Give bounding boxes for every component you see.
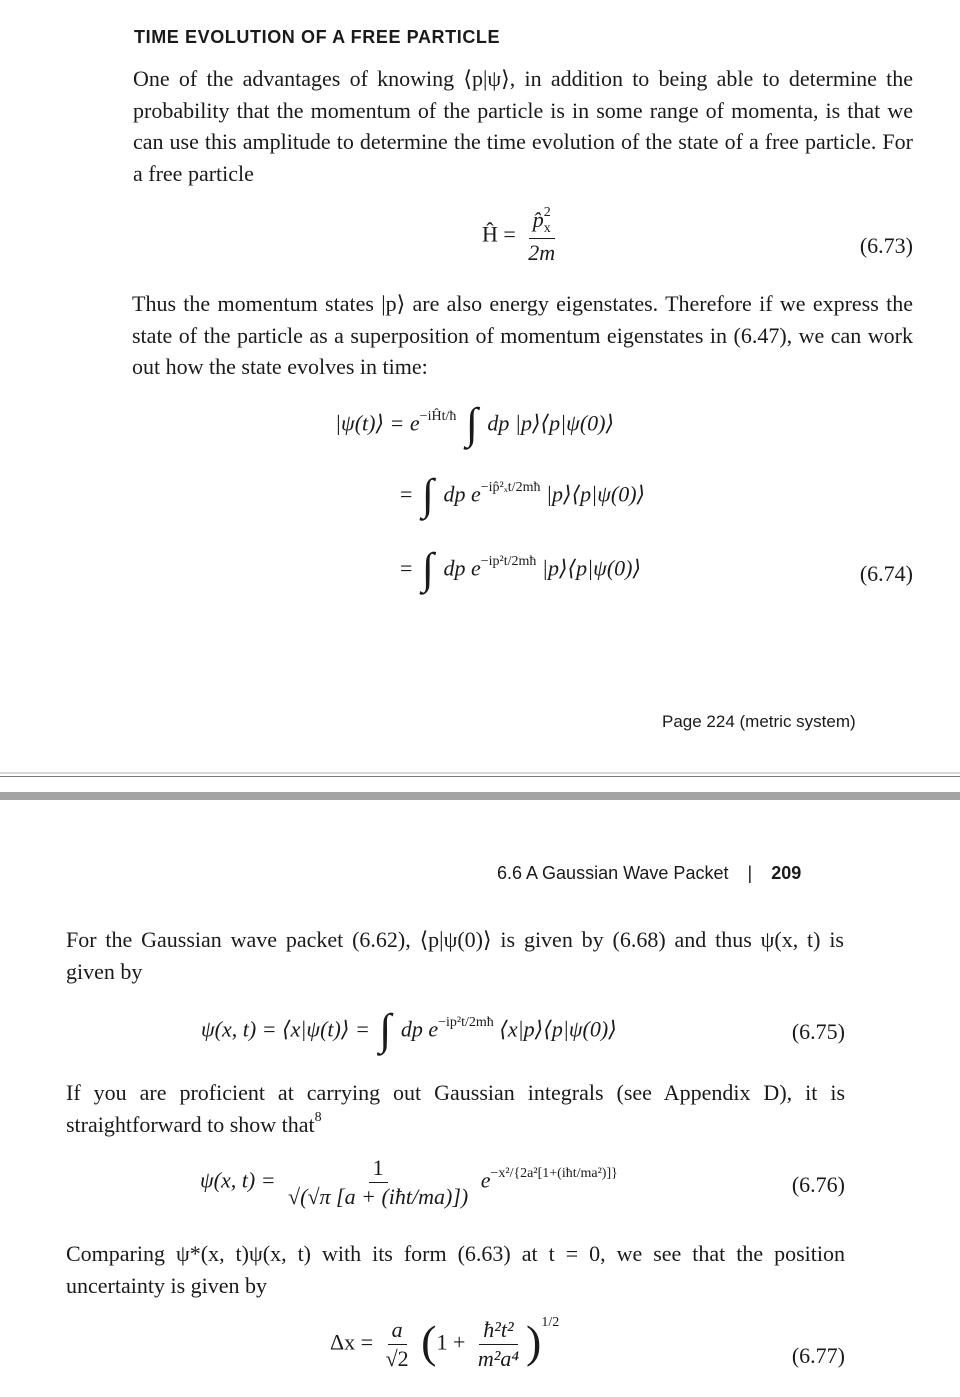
equation-6-76: ψ(x, t) = $\frac{1}{\text{√(√π [a + (iħt/ma)])}}$ $e^{-x^2/\{2a^2[1+(iħt/ma^2)]\}}$: [200, 1155, 618, 1209]
eq-number-6-76: (6.76): [791, 1172, 845, 1197]
footnote-mark: 8: [314, 1109, 322, 1125]
equation-6-75: ψ(x, t) = ⟨x|ψ(t)⟩ = ∫ dp $e^{-ip^2t/2mħ}$ ⟨x|p⟩⟨p|ψ(0)⟩: [201, 1005, 617, 1054]
eq-number-6-73: (6.73): [859, 233, 913, 258]
right-paren: ): [526, 1316, 542, 1367]
top-paragraph-2: Thus the momentum states |p⟩ are also energy eigenstates. Therefore if we express the state of the particle as a superposition of momentum eigenstates in (6.47), we can work out how the state evolves in time:: [132, 291, 913, 379]
page-number: 209: [771, 863, 802, 883]
eq673-fraction: $\frac{p̂^2_x}{2m}$: [528, 205, 556, 265]
eq-number-6-77: (6.77): [791, 1343, 845, 1368]
bottom-paragraph-1: For the Gaussian wave packet (6.62), ⟨p|ψ(0)⟩ is given by (6.68) and thus ψ(x, t) is given by: [66, 927, 844, 984]
integral-sign: ∫: [421, 470, 434, 519]
page-footer-note: Page 224 (metric system): [662, 712, 856, 731]
section-heading: TIME EVOLUTION OF A FREE PARTICLE: [134, 27, 501, 47]
equation-6-74-line-2: = ∫ dp $e^{-ip̂^2_xt/2mħ}$ |p⟩⟨p|ψ(0)⟩: [400, 470, 646, 519]
running-head: [497, 863, 801, 884]
eq673-lhs: Ĥ =: [482, 221, 516, 247]
eq-number-6-74: (6.74): [859, 561, 913, 586]
page-divider-line: [0, 776, 960, 777]
bottom-paragraph-3: Comparing ψ*(x, t)ψ(x, t) with its form (6.63) at t = 0, we see that the position uncertainty is given by: [66, 1241, 845, 1298]
eq-number-6-75: (6.75): [791, 1019, 845, 1044]
bottom-paragraph-2: If you are proficient at carrying out Gaussian integrals (see Appendix D), it is straightforward to show that$^8$: [66, 1080, 845, 1137]
eq677-inner-fraction: $\frac{\text{ħ²t²}}{\text{m²a⁴}}$: [477, 1317, 520, 1371]
equation-6-74-line-1: |ψ(t)⟩ = $e^{-iĤt/ħ}$ ∫ dp |p⟩⟨p|ψ(0)⟩: [335, 399, 615, 448]
integral-sign: ∫: [421, 544, 434, 593]
equation-6-74-line-3: = ∫ dp $e^{-ip^2t/2mħ}$ |p⟩⟨p|ψ(0)⟩: [400, 544, 642, 593]
eq677-outer-fraction: $\frac{a}{√2}$: [385, 1317, 409, 1371]
equation-6-77: Δx = $\frac{a}{√2}$ (1 + $\frac{\text{ħ²t²}}{\text{m²a⁴}}$ )$^{1/2}$: [330, 1314, 560, 1371]
running-head-separator: |: [747, 863, 753, 883]
integral-sign: ∫: [465, 399, 478, 448]
page-divider-bar: [0, 792, 960, 800]
running-head-title: 6.6 A Gaussian Wave Packet: [497, 863, 729, 883]
left-paren: (: [421, 1316, 437, 1367]
scan-edge: [0, 772, 960, 774]
eq676-fraction: $\frac{1}{\text{√(√π [a + (iħt/ma)])}}$: [288, 1155, 469, 1209]
top-paragraph-1: One of the advantages of knowing ⟨p|ψ⟩, in addition to being able to determine the probability that the momentum of the particle is in some range of momenta, is that we can use this amplitude to determine the time evolution of the state of a free particle. For a free particle: [133, 66, 913, 186]
equation-6-73: [482, 205, 562, 265]
integral-sign: ∫: [379, 1005, 392, 1054]
